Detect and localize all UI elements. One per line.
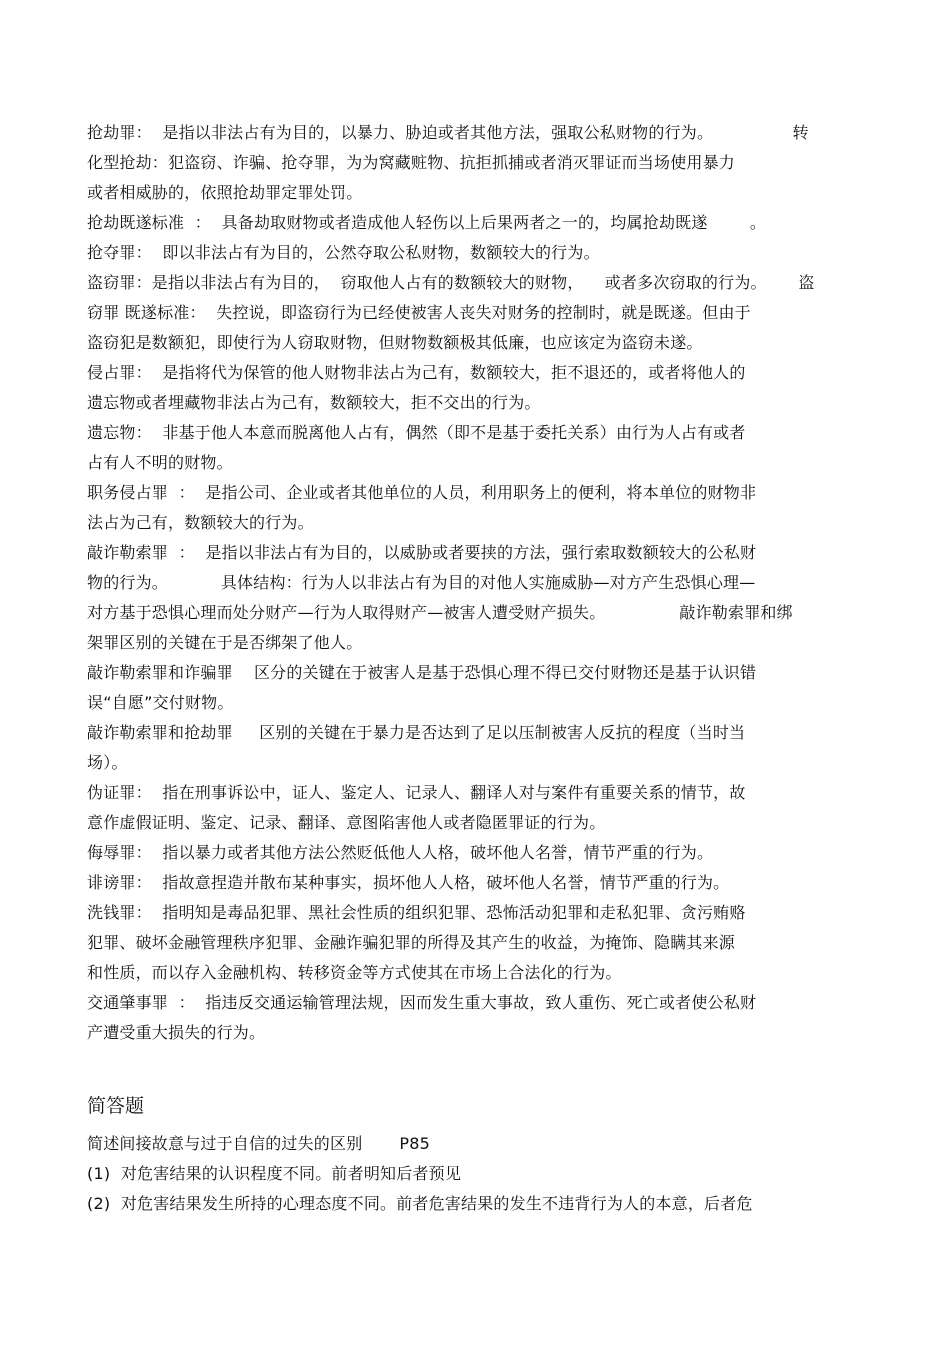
body-line: 盗窃罪：是指以非法占有为目的， 窃取他人占有的数额较大的财物， 或者多次窃取的行为。 盗 xyxy=(87,273,815,292)
body-line: 侮辱罪： 指以暴力或者其他方法公然贬低他人人格，破坏他人名誉，情节严重的行为。 xyxy=(87,843,714,862)
body-line: 敲诈勒索罪 ： 是指以非法占有为目的，以威胁或者要挟的方法，强行索取数额较大的公私财 xyxy=(87,543,757,562)
body-line: 敲诈勒索罪和抢劫罪 区别的关键在于暴力是否达到了足以压制被害人反抗的程度（当时当 xyxy=(87,723,746,742)
body-line: 抢劫既遂标准 ： 具备劫取财物或者造成他人轻伤以上后果两者之一的，均属抢劫既遂 。 xyxy=(87,213,767,232)
body-line: 意作虚假证明、鉴定、记录、翻译、意图陷害他人或者隐匿罪证的行为。 xyxy=(87,813,606,832)
body-line: 职务侵占罪 ： 是指公司、企业或者其他单位的人员，利用职务上的便利，将本单位的财物非 xyxy=(87,483,757,502)
question-line: 简述间接故意与过于自信的过失的区别 P85 xyxy=(87,1134,431,1153)
answer-line: (1) 对危害结果的认识程度不同。前者明知后者预见 xyxy=(87,1164,462,1183)
body-line: 法占为己有，数额较大的行为。 xyxy=(87,513,314,532)
body-line: 对方基于恐惧心理而处分财产—行为人取得财产—被害人遭受财产损失。 敲诈勒索罪和绑 xyxy=(87,603,793,622)
body-line: 犯罪、破坏金融管理秩序犯罪、金融诈骗犯罪的所得及其产生的收益，为掩饰、隐瞒其来源 xyxy=(87,933,736,952)
section-heading: 简答题 xyxy=(87,1095,145,1117)
body-line: 遗忘物或者埋藏物非法占为己有，数额较大，拒不交出的行为。 xyxy=(87,393,541,412)
body-line: 和性质，而以存入金融机构、转移资金等方式使其在市场上合法化的行为。 xyxy=(87,963,622,982)
body-line: 伪证罪： 指在刑事诉讼中，证人、鉴定人、记录人、翻译人对与案件有重要关系的情节，故 xyxy=(87,783,746,802)
body-line: 抢劫罪： 是指以非法占有为目的，以暴力、胁迫或者其他方法，强取公私财物的行为。 转 xyxy=(87,123,809,142)
body-line: 窃罪 既遂标准： 失控说，即盗窃行为已经使被害人丧失对财务的控制时，就是既遂。但由于 xyxy=(87,303,751,322)
body-line: 洗钱罪： 指明知是毒品犯罪、黑社会性质的组织犯罪、恐怖活动犯罪和走私犯罪、贪污贿赂 xyxy=(87,903,746,922)
body-line: 占有人不明的财物。 xyxy=(87,453,233,472)
body-line: 物的行为。 具体结构：行为人以非法占有为目的对他人实施威胁—对方产生恐惧心理— xyxy=(87,573,756,592)
body-line: 或者相威胁的，依照抢劫罪定罪处罚。 xyxy=(87,183,363,202)
body-line: 产遭受重大损失的行为。 xyxy=(87,1023,266,1042)
body-line: 误“自愿”交付财物。 xyxy=(87,693,234,712)
answer-line: (2) 对危害结果发生所持的心理态度不同。前者危害结果的发生不违背行为人的本意，后者危 xyxy=(87,1194,753,1213)
body-line: 诽谤罪： 指故意捏造并散布某种事实，损坏他人人格，破坏他人名誉，情节严重的行为。 xyxy=(87,873,730,892)
body-line: 抢夺罪： 即以非法占有为目的，公然夺取公私财物，数额较大的行为。 xyxy=(87,243,600,262)
body-line: 场）。 xyxy=(87,753,128,772)
body-line: 架罪区别的关键在于是否绑架了他人。 xyxy=(87,633,363,652)
body-line: 遗忘物： 非基于他人本意而脱离他人占有，偶然（即不是基于委托关系）由行为人占有或者 xyxy=(87,423,746,442)
body-line: 交通肇事罪 ： 指违反交通运输管理法规，因而发生重大事故，致人重伤、死亡或者使公私财 xyxy=(87,993,757,1012)
body-line: 敲诈勒索罪和诈骗罪 区分的关键在于被害人是基于恐惧心理不得已交付财物还是基于认识错 xyxy=(87,663,757,682)
body-line: 化型抢劫：犯盗窃、诈骗、抢夺罪，为为窝藏赃物、抗拒抓捕或者消灭罪证而当场使用暴力 xyxy=(87,153,736,172)
body-line: 侵占罪： 是指将代为保管的他人财物非法占为己有，数额较大，拒不退还的，或者将他人的 xyxy=(87,363,746,382)
body-line: 盗窃犯是数额犯，即使行为人窃取财物，但财物数额极其低廉，也应该定为盗窃未遂。 xyxy=(87,333,703,352)
